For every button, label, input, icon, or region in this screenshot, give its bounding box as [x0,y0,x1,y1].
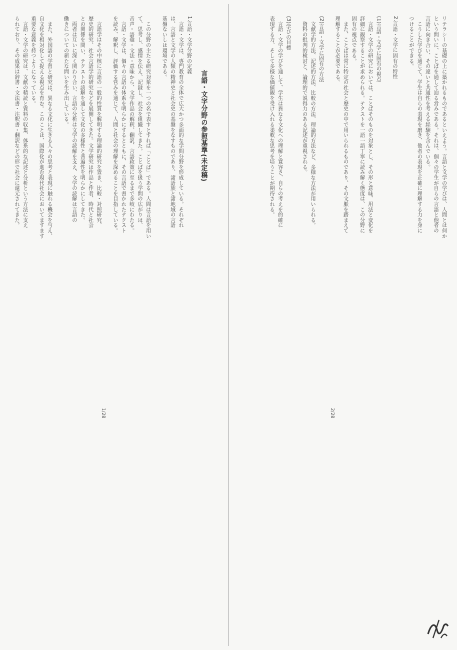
lower-text-line: 固有の視点である。 [350,16,357,64]
lower-text-line: 2.言語・文学に固有の特性 [391,16,398,80]
lower-text-line: 資料の批判的検討と、論理的で説得力のある記述が重視される。 [301,16,308,175]
upper-text-line: を読み、解釈し、評価する営みを通じて、人間と社会の理解を深めることを目指している。 [112,16,119,234]
page-number-2: 2/28 [329,408,334,419]
upper-text-line: 歴史的研究、社会言語学的研究などを展開してきた。文学研究は作品と作者、時代と社会 [87,16,94,228]
upper-text-line: 言語学はその中核に言語の一般的性質を解明する理論的研究を置き、比較・対照研究、 [95,16,102,228]
upper-text-line: て、思考し、感情を伝え、記録し、社会を組織してきた。ことばを扱う学問の広がりは、 [136,16,143,228]
page-number-1: 1/28 [100,408,105,419]
lower-text-line: 言語に向き合い、その違いと共通性を考える経験を含んでいる。 [424,16,431,170]
lower-text-line: (1)言語・文学に固有の視点 [375,16,382,83]
lower-page [229,0,457,650]
handwritten-mark-icon [425,614,451,642]
upper-text-line: 働きについての新たな問いを生み出している。 [63,16,69,128]
upper-text-line: は、言語と文学の人類の精神史と社会史の基盤をなすものであり、諸語族と諸地域の言語 [169,16,176,228]
upper-text-line: 音声・語彙・文法・意味から、文学作品の解釈、翻訳、言語政策に至るまで多岐にわたる。 [128,16,135,234]
upper-text-line: 言語・文学の研究は、文献の精読と資料の収集、体系的な記述と分析という方法に支え [22,16,28,228]
lower-text-line: 詳細に観察することが求められる。テクストを一語一語丁寧に読み解く態度は、この分野に [359,16,365,234]
lower-text-line: つけることができる。 [408,16,415,69]
lower-text-line: 文献学的方法、記述的方法、比較の方法、理論的方法など、多様な方法が用いられる。 [309,16,316,228]
lower-text-line: リテラシーの基礎の上に築かれるものであるといえよう。言語と文学の学びは、人間とは何か [441,16,447,239]
lower-text-line: 理解することが必要である。 [334,16,341,85]
upper-text-line: また、外国語の学習と研究は、異なる文化に生きる人々の思考と表現に触れる機会を与え、 [46,16,53,239]
lower-text-line: (2)言語・文学に固有の方法 [318,16,324,83]
lower-text-line: 言語・文学の学びを通して、学生は異なる文化への理解と寛容さ、自らの考えを的確に [277,16,283,228]
upper-text-line: との関係を問い、テクストの読解を通して文化の多様性と普遍性を明らかにしてきた。 [79,16,86,223]
document-title: 言語・文字分野の参照基準(未定稿) [200,70,208,183]
upper-text-line: 自文化を相対化して捉える視点を育む。このことは、国際化が進む現代社会においてますます [38,16,45,239]
lower-text-line: こうした学びを通じて、学生は自らの表現を磨き、他者の表現を正確に理解する力を身に [416,16,423,234]
upper-text-line: られており、その成果は辞書・文法書・注釈書・翻訳などの形で社会に還元されてきた。 [13,16,20,228]
upper-text-line: 1.言語・文学分野の定義 [186,16,192,75]
lower-text-line: また、ことばは常に特定の社会と歴史の中で用いられるものであり、その文脈を踏まえて [342,16,349,234]
upper-text-line: この分野の主たる研究対象を一つの名で表すとすれば「ことば」である。人間は言語を用い [145,16,151,239]
lower-text-line: 表現する力、そして多様な価値観を受け入れる柔軟な思考を培うことが期待される。 [268,16,275,218]
upper-text-line: 言語・文学は、個々の言語の体系を明らかにするとともに、その言語で書かれたテクスト [120,16,127,234]
lower-text-line: (3)学びの目標 [285,16,292,51]
upper-text-line: 重要な意義を持つようになっている。 [30,16,37,107]
upper-text-line: 両者は互いに深く関わり合い、言語の分析は文学の読解を支え、文学の読解は言語の [71,16,78,223]
lower-text-line: 言語・文学の研究においては、ことばそのものを対象とし、その形と意味、用法と変化を [367,16,374,234]
lower-text-line: という問いに、ことばを通して迫る営みである。それは、個々の学生が自らの言語と他者の [432,16,439,234]
upper-text-line: 言語・文学は、専門教育の全体で広大かつ多面的な学問分野を形成している。それぞれ [177,16,184,228]
upper-text-line: 基盤ないしは環境である。 [161,16,168,80]
